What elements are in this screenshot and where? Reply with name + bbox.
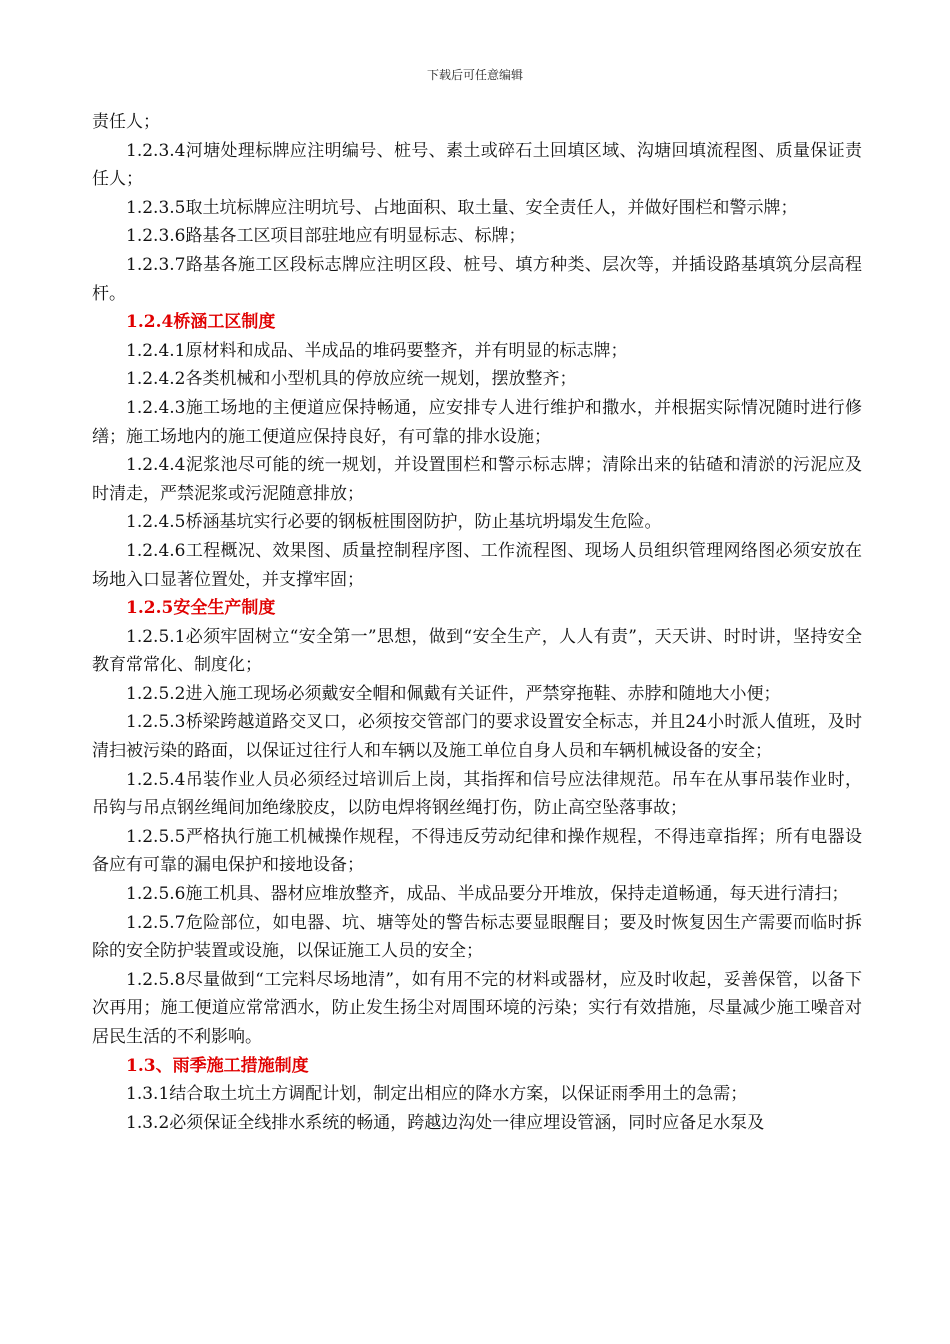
section-heading: 1.2.4桥涵工区制度 [126,312,276,333]
paragraph: 1.2.5.7危险部位，如电器、坑、塘等处的警告标志要显眼醒目；要及时恢复因生产需要而临时拆除的安全防护装置或设施，以保证施工人员的安全； [92,912,862,962]
paragraph: 1.2.3.7路基各施工区段标志牌应注明区段、桩号、填方种类、层次等，并插设路基填筑分层高程杆。 [92,254,862,304]
paragraph: 1.2.5.1必须牢固树立“安全第一”思想，做到“安全生产，人人有责”，天天讲、时时讲，坚持安全教育常常化、制度化； [92,626,862,676]
paragraph: 1.2.3.5取土坑标牌应注明坑号、占地面积、取土量、安全责任人，并做好围栏和警示牌； [126,197,798,218]
section-heading: 1.3、雨季施工措施制度 [126,1055,309,1076]
paragraph: 1.3.2必须保证全线排水系统的畅通，跨越边沟处一律应埋设管涵，同时应备足水泵及 [126,1112,765,1133]
paragraph: 1.2.4.3施工场地的主便道应保持畅通，应安排专人进行维护和撒水，并根据实际情况随时进行修缮；施工场地内的施工便道应保持良好，有可靠的排水设施； [92,397,862,447]
paragraph: 1.2.4.2各类机械和小型机具的停放应统一规划，摆放整齐； [126,369,577,390]
document-body [92,108,862,1137]
paragraph: 1.2.5.3桥梁跨越道路交叉口，必须按交管部门的要求设置安全标志，并且24小时派人值班，及时清扫被污染的路面，以保证过往行人和车辆以及施工单位自身人员和车辆机械设备的安全； [92,712,862,762]
paragraph: 责任人； [92,112,160,132]
paragraph: 1.2.3.6路基各工区项目部驻地应有明显标志、标牌； [126,226,526,247]
paragraph: 1.2.3.4河塘处理标牌应注明编号、桩号、素土或碎石土回填区域、沟塘回填流程图、质量保证责任人； [92,140,862,190]
section-heading: 1.2.5安全生产制度 [126,598,276,619]
paragraph: 1.2.5.6施工机具、器材应堆放整齐，成品、半成品要分开堆放，保持走道畅通，每天进行清扫； [126,884,849,905]
paragraph: 1.2.4.4泥浆池尽可能的统一规划，并设置围栏和警示标志牌；清除出来的钻碴和清淤的污泥应及时清走，严禁泥浆或污泥随意排放； [92,455,862,504]
paragraph: 1.2.4.1原材料和成品、半成品的堆码要整齐，并有明显的标志牌； [126,340,628,361]
paragraph: 1.3.1结合取土坑土方调配计划，制定出相应的降水方案，以保证雨季用土的急需； [126,1084,748,1105]
paragraph: 1.2.5.4吊装作业人员必须经过培训后上岗，其指挥和信号应法律规范。吊车在从事吊装作业时，吊钩与吊点钢丝绳间加绝缘胶皮，以防电焊将钢丝绳打伤，防止高空坠落事故； [92,769,862,819]
paragraph: 1.2.4.6工程概况、效果图、质量控制程序图、工作流程图、现场人员组织管理网络图必须安放在场地入口显著位置处，并支撑牢固； [92,540,862,590]
paragraph: 1.2.5.5严格执行施工机械操作规程，不得违反劳动纪律和操作规程，不得违章指挥；所有电器设备应有可靠的漏电保护和接地设备； [92,826,862,876]
paragraph: 1.2.5.2进入施工现场必须戴安全帽和佩戴有关证件，严禁穿拖鞋、赤脖和随地大小便； [126,683,781,704]
paragraph: 1.2.5.8尽量做到“工完料尽场地清”，如有用不完的材料或器材，应及时收起，妥善保管，以备下次再用；施工便道应常常洒水，防止发生扬尘对周围环境的污染；实行有效措施，尽量减少施工噪音对居民生活的不利影响。 [92,969,862,1047]
paragraph: 1.2.4.5桥涵基坑实行必要的钢板桩围囹防护，防止基坑坍塌发生危险。 [126,512,662,533]
page-header: 下载后可任意编辑 [426,68,523,82]
